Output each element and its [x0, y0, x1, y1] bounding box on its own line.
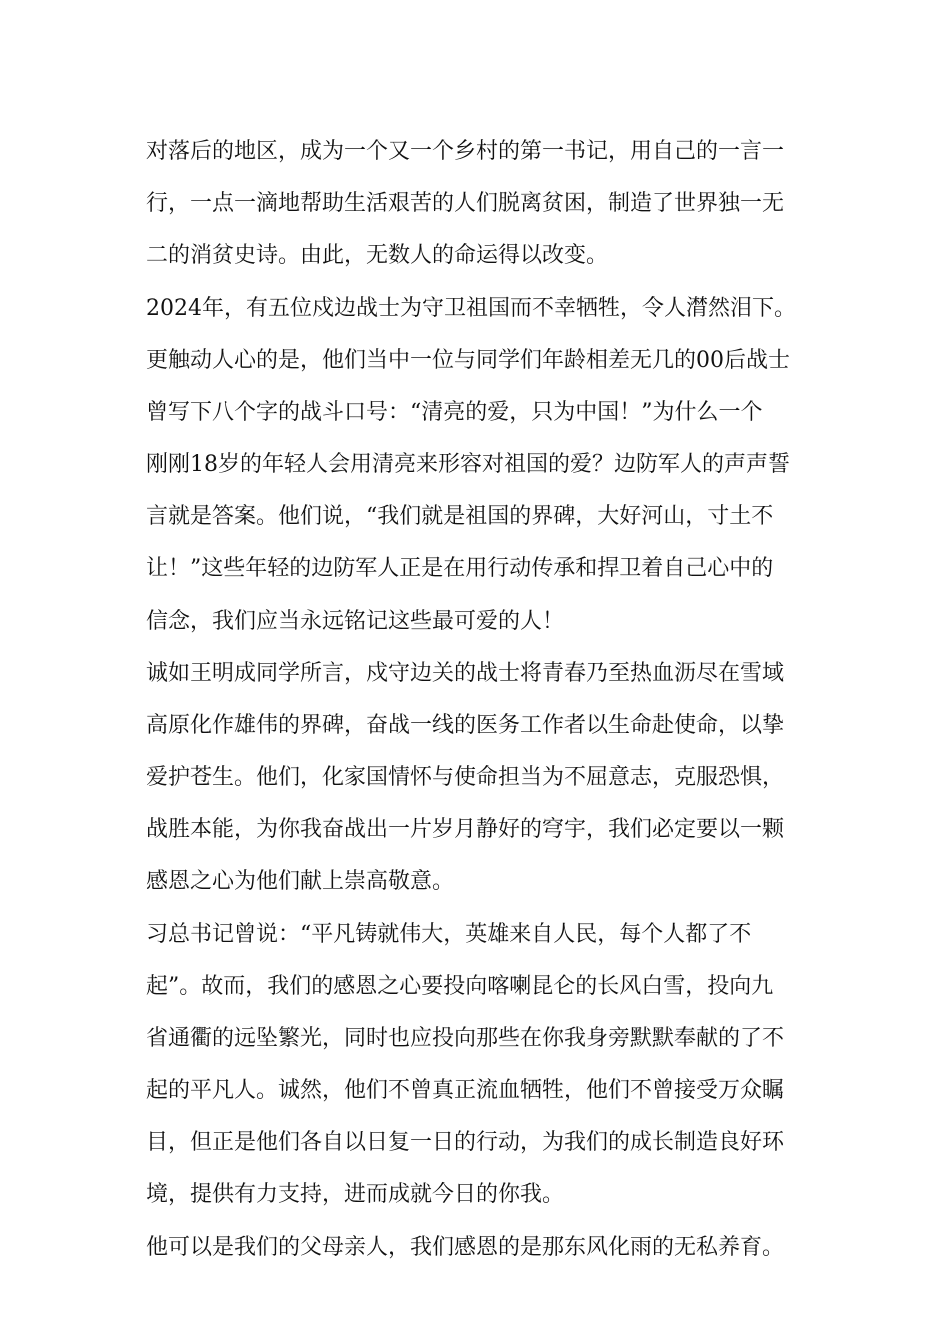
- text-line: 起”。故而，我们的感恩之心要投向喀喇昆仑的长风白雪，投向九: [146, 974, 774, 999]
- text-line: 让！”这些年轻的边防军人正是在用行动传承和捍卫着自己心中的: [146, 556, 774, 581]
- text-line: 二的消贫史诗。由此，无数人的命运得以改变。: [146, 243, 609, 268]
- text-line: 对落后的地区，成为一个又一个乡村的第一书记，用自己的一言一: [146, 139, 785, 164]
- text-line: 境，提供有力支持，进而成就今日的你我。: [146, 1182, 565, 1207]
- text-line: 言就是答案。他们说，“我们就是祖国的界碑，大好河山，寸土不: [146, 504, 774, 529]
- text-line: 省通衢的远坠繁光，同时也应投向那些在你我身旁默默奉献的了不: [146, 1026, 785, 1051]
- text-line: 更触动人心的是，他们当中一位与同学们年龄相差无几的00后战士: [146, 348, 790, 373]
- text-line: 诚如王明成同学所言，戍守边关的战士将青春乃至热血沥尽在雪域: [146, 661, 785, 686]
- text-line: 刚刚18岁的年轻人会用清亮来形容对祖国的爱？边防军人的声声誓: [146, 452, 790, 477]
- text-line: 战胜本能，为你我奋战出一片岁月静好的穹宇，我们必定要以一颗: [146, 817, 785, 842]
- text-line: 信念，我们应当永远铭记这些最可爱的人！: [146, 609, 565, 634]
- text-line: 2024年，有五位戍边战士为守卫祖国而不幸牺牲，令人潸然泪下。: [146, 296, 796, 321]
- text-line: 曾写下八个字的战斗口号：“清亮的爱，只为中国！”为什么一个: [146, 400, 763, 425]
- text-line: 习总书记曾说：“平凡铸就伟大，英雄来自人民，每个人都了不: [146, 922, 752, 947]
- text-line: 行，一点一滴地帮助生活艰苦的人们脱离贫困，制造了世界独一无: [146, 191, 785, 216]
- text-line: 高原化作雄伟的界碑，奋战一线的医务工作者以生命赴使命，以挚: [146, 713, 785, 738]
- text-line: 他可以是我们的父母亲人，我们感恩的是那东风化雨的无私养育。: [146, 1235, 785, 1260]
- text-line: 爱护苍生。他们，化家国情怀与使命担当为不屈意志，克服恐惧，: [146, 765, 785, 790]
- text-line: 起的平凡人。诚然，他们不曾真正流血牺牲，他们不曾接受万众瞩: [146, 1078, 785, 1103]
- text-line: 目，但正是他们各自以日复一日的行动，为我们的成长制造良好环: [146, 1130, 785, 1155]
- text-line: 感恩之心为他们献上崇高敬意。: [146, 869, 455, 894]
